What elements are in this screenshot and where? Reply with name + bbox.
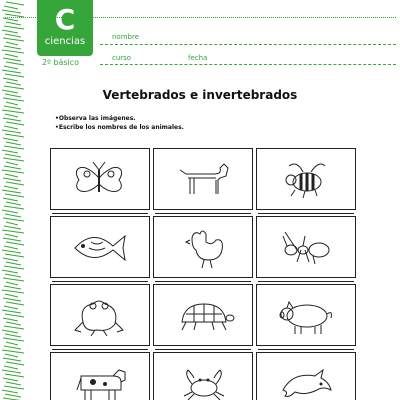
answer-line[interactable] bbox=[258, 213, 354, 214]
animal-cell bbox=[153, 284, 253, 346]
animal-cell bbox=[256, 284, 356, 346]
answer-line[interactable] bbox=[155, 281, 251, 282]
dolphin-icon bbox=[275, 360, 339, 400]
decorative-stripe-border bbox=[0, 0, 30, 400]
ant-icon bbox=[275, 224, 339, 272]
animal-grid bbox=[50, 148, 356, 400]
fish-icon bbox=[69, 224, 133, 272]
answer-line[interactable] bbox=[258, 349, 354, 350]
answer-line[interactable] bbox=[155, 349, 251, 350]
turtle-icon bbox=[172, 292, 236, 340]
bee-icon bbox=[275, 156, 339, 204]
name-label: nombre bbox=[112, 33, 140, 41]
animal-cell bbox=[153, 148, 253, 210]
subject-badge bbox=[37, 0, 93, 56]
animal-cell bbox=[153, 352, 253, 400]
instructions-list bbox=[55, 114, 184, 132]
dog-icon bbox=[172, 156, 236, 204]
subject-label: ciencias bbox=[44, 36, 86, 47]
top-dotted-line bbox=[5, 17, 396, 18]
crab-icon bbox=[172, 360, 236, 400]
animal-cell bbox=[50, 216, 150, 278]
answer-line[interactable] bbox=[52, 213, 148, 214]
animal-cell bbox=[50, 148, 150, 210]
instruction-item: • Escribe los nombres de los animales. bbox=[55, 123, 184, 132]
animal-cell bbox=[153, 216, 253, 278]
animal-cell bbox=[50, 352, 150, 400]
date-label: fecha bbox=[188, 54, 208, 62]
frog-icon bbox=[69, 292, 133, 340]
answer-line[interactable] bbox=[155, 213, 251, 214]
animal-cell bbox=[50, 284, 150, 346]
butterfly-icon bbox=[69, 156, 133, 204]
course-date-line bbox=[100, 64, 396, 65]
animal-cell bbox=[256, 216, 356, 278]
instruction-item: • Observa las imágenes. bbox=[55, 114, 184, 123]
course-label: curso bbox=[112, 54, 132, 62]
animal-cell bbox=[256, 148, 356, 210]
cow-icon bbox=[69, 360, 133, 400]
answer-line[interactable] bbox=[52, 281, 148, 282]
rooster-icon bbox=[172, 224, 236, 272]
badge-letter: C bbox=[54, 3, 76, 36]
answer-line[interactable] bbox=[258, 281, 354, 282]
animal-cell bbox=[256, 352, 356, 400]
answer-line[interactable] bbox=[52, 349, 148, 350]
grade-label: 2º básico bbox=[42, 58, 80, 67]
pig-icon bbox=[275, 292, 339, 340]
name-line bbox=[100, 44, 396, 45]
page-title: Vertebrados e invertebrados bbox=[102, 88, 298, 102]
